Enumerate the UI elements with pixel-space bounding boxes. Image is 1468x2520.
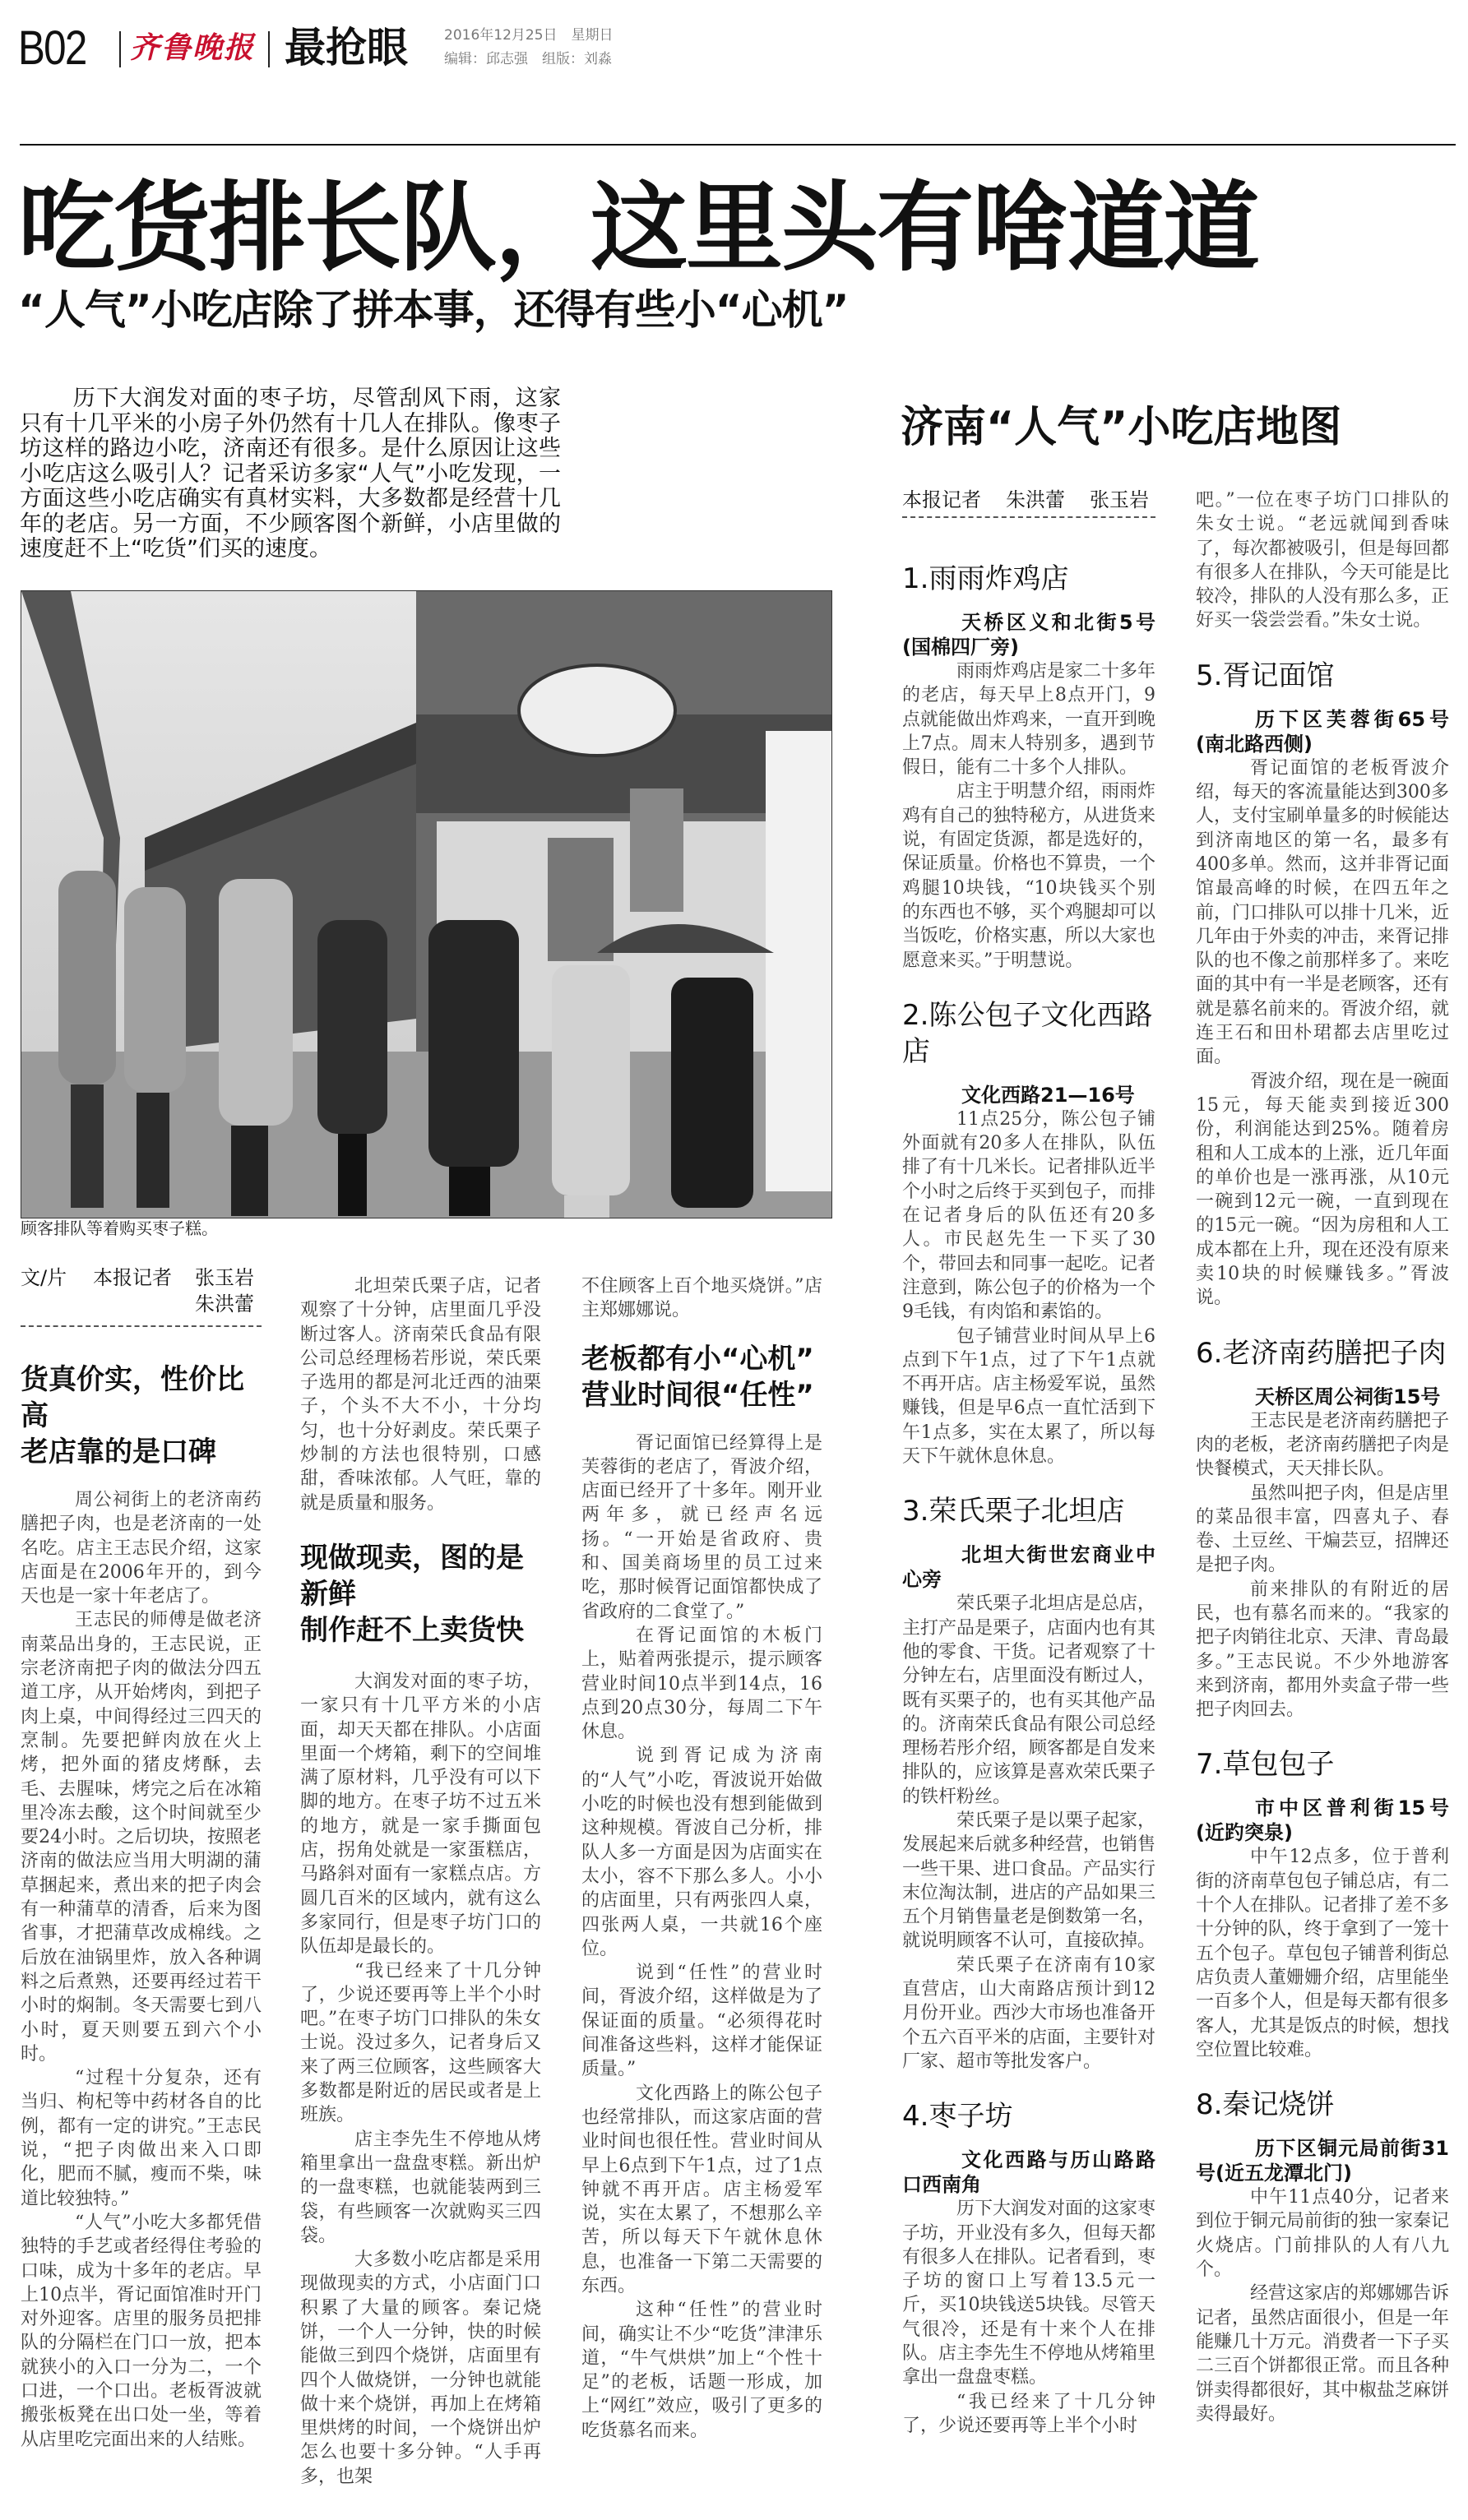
shop-address: 北坦大街世宏商业中心旁 xyxy=(902,1543,1155,1592)
byline-label: 文/片 xyxy=(21,1266,67,1289)
separator xyxy=(268,31,270,67)
header-rule xyxy=(20,144,1456,146)
byline-author: 张玉岩 xyxy=(1090,488,1149,511)
map-column-2 xyxy=(1196,488,1449,2426)
shop-entry xyxy=(1196,1746,1449,2062)
shop-paragraph: 荣氏栗子北坦店是总店，主打产品是栗子，店面内也有其他的零食、干货。记者观察了十分钟左右，店里面没有断过人，既有买栗子的，也有买其他产品的。济南荣氏食品有限公司总经理杨若彤介绍，顾客都是自发来排队的，应该算是喜欢荣氏栗子的铁杆粉丝。 xyxy=(902,1593,1156,1807)
shop-address: 天桥区周公祠街15号 xyxy=(1255,1385,1441,1408)
shop-name: 5.胥记面馆 xyxy=(1196,659,1335,692)
shop-name: 1.雨雨炸鸡店 xyxy=(902,562,1069,595)
article-column-3 xyxy=(581,1274,822,2443)
separator xyxy=(119,31,121,67)
article-paragraph: 胥记面馆已经算得上是芙蓉街的老店了，胥波介绍，店面已经开了十多年。刚开业两年多，就已经声名远扬。“一开始是省政府、贵和、国美商场里的员工过来吃，那时候胥记面馆都快成了省政府的二食堂了。” xyxy=(581,1432,822,1622)
article-paragraph: 文化西路上的陈公包子也经常排队，而这家店面的营业时间也很任性。营业时间从早上6点到下午1点，过了1点钟就不再开店。店主杨爱军说，实在太累了，不想那么辛苦，所以每天下午就休息休息，也准备一下第二天需要的东西。 xyxy=(581,2083,822,2296)
shop-address: 文化西路21—16号 xyxy=(961,1083,1135,1107)
shop-entry xyxy=(1196,1335,1449,1722)
shop-address: 历下区芙蓉街65号(南北路西侧) xyxy=(1196,707,1449,756)
byline-author: 朱洪蕾 xyxy=(1006,488,1065,511)
photo-caption: 顾客排队等着购买枣子糕。 xyxy=(21,1218,218,1238)
map-column-1 xyxy=(902,487,1155,2438)
byline-role: 本报记者 xyxy=(902,488,981,511)
byline-row xyxy=(21,1265,262,1291)
editor: 编辑：邱志强 xyxy=(444,51,528,67)
shop-name: 4.枣子坊 xyxy=(902,2100,1013,2134)
heading-line: 现做现卖，图的是新鲜 xyxy=(300,1541,524,1611)
article-paragraph: “人气”小吃大多都凭借独特的手艺或者经得住考验的口味，成为十多年的老店。早上10点半，胥记面馆准时开门对外迎客。店里的服务员把排队的分隔栏在门口一放，把本就狭小的入口一分为二，一个口进，一个口出。老板胥波就搬张板凳在出口处一坐，等着从店里吃完面出来的人结账。 xyxy=(21,2212,262,2450)
article-paragraph: 北坦荣氏栗子店，记者观察了十分钟，店里面几乎没断过客人。济南荣氏食品有限公司总经理杨若彤说，荣氏栗子选用的都是河北迁西的油栗子，个头不大不小，十分均匀，也十分好剥皮。荣氏栗子炒制的方法也很特别，口感甜，香味浓郁。人气旺，靠的就是质量和服务。 xyxy=(300,1276,541,1514)
article-byline xyxy=(21,1265,262,1327)
article-paragraph: 大多数小吃店都是采用现做现卖的方式，小店面门口积累了大量的顾客。秦记烧饼，一个人一分钟，快的时候能做三到四个烧饼，店面里有四个人做烧饼，一分钟也就能做十来个烧饼，再加上在烤箱里烘烤的时间，一个烧饼出炉怎么也要十多分钟。“人手再多，也架 xyxy=(300,2250,541,2487)
section-heading xyxy=(21,1362,262,1470)
issue-date xyxy=(444,27,614,44)
shop-entry xyxy=(902,2098,1155,2438)
shop-paragraph: 胥记面馆的老板胥波介绍，每天的客流量能达到300多人，支付宝刷单量多的时候能达到济南地区的第一名，最多有400多单。然而，这并非胥记面馆最高峰的时候，在四五年之前，门口排队可以排十几米，近几年由于外卖的冲击，来胥记排队的也不像之前那样多了。来吃面的其中有一半是老顾客，还有就是慕名前来的。胥波介绍，就连王石和田朴珺都去店里吃过面。 xyxy=(1196,757,1450,1068)
section-heading xyxy=(300,1540,541,1648)
article-column-2 xyxy=(300,1274,541,2489)
heading-line: 货真价实，性价比高 xyxy=(21,1363,244,1432)
shop-paragraph: “我已经来了十几分钟了，少说还要再等上半个小时 xyxy=(902,2391,1155,2436)
map-title: 济南“人气”小吃店地图 xyxy=(901,403,1342,452)
section-heading xyxy=(581,1341,822,1413)
shop-address: 历下区铜元局前街31号(近五龙潭北门) xyxy=(1196,2137,1449,2185)
article-column-1 xyxy=(21,1265,262,2452)
article-paragraph: 说到“任性”的营业时间，胥波介绍，这样做是为了保证面的质量。“必须得花时间准备这些料，这样才能保证质量。” xyxy=(581,1963,822,2080)
shop-paragraph: 雨雨炸鸡店是家二十多年的老店，每天早上8点开门，9点就能做出炸鸡来，一直开到晚上7点。周末人特别多，遇到节假日，能有二十多个人排队。 xyxy=(902,661,1156,779)
weekday: 星期日 xyxy=(571,27,614,44)
shop-paragraph: 吧。”一位在枣子坊门口排队的朱女士说。“老远就闻到香味了，每次都被吸引，但是每回都有很多人在排队，今天可能是比较冷，排队的人没有那么多，正好买一袋尝尝看。”朱女士说。 xyxy=(1196,490,1450,631)
shop-paragraph: 中午12点多，位于普利街的济南草包包子铺总店，有二十个人在排队。记者排了差不多十分钟的队，终于拿到了一笼十五个包子。草包包子铺普利街总店负责人董姗姗介绍，店里能坐一百多个人，但是每天都有很多客人，尤其是饭点的时候，想找空位置比较难。 xyxy=(1196,1847,1450,2060)
heading-line: 老板都有小“心机” xyxy=(581,1342,814,1376)
shop-paragraph: 胥波介绍，现在是一碗面15元，每天能卖到接近300份，利润能达到25%。随着房租和人工成本的上涨，近几年面的单价也是一涨再涨，从10元一碗到12元一碗，一直到现在的15元一碗。“因为房租和人工成本都在上升，现在还没有原来卖10块的时候赚钱多。”胥波说。 xyxy=(1196,1070,1450,1309)
shop-address: 市中区普利街15号(近趵突泉) xyxy=(1196,1796,1449,1845)
shop-paragraph: 店主于明慧介绍，雨雨炸鸡有自己的独特秘方，从进货来说，有固定货源，都是选好的，保证质量。价格也不算贵，一个鸡腿10块钱，“10块钱买个别的东西也不够，买个鸡腿却可以当饭吃，价格实惠，所以大家也愿意来买。”于明慧说。 xyxy=(902,781,1156,971)
shop-entry xyxy=(902,561,1155,973)
photo-image xyxy=(21,591,831,1218)
heading-line: 营业时间很“任性” xyxy=(581,1378,814,1412)
shop-paragraph: 包子铺营业时间从早上6点到下午1点，过了下午1点就不再开店。店主杨爱军说，虽然赚钱，但是早6点一直忙活到下午1点多，实在太累了，所以每天下午就休息休息。 xyxy=(902,1325,1156,1468)
layout-editor: 组版：刘淼 xyxy=(542,51,612,67)
article-paragraph: 这种“任性”的营业时间，确实让不少“吃货”津津乐道，“牛气烘烘”加上“个性十足”的老板，话题一形成，加上“网红”效应，吸引了更多的吃货慕名而来。 xyxy=(581,2300,822,2441)
shop-paragraph: 前来排队的有附近的居民，也有慕名而来的。“我家的把子肉销往北京、天津、青岛最多。”王志民说。不少外地游客来到济南，都用外卖盒子带一些把子肉回去。 xyxy=(1196,1579,1450,1721)
section-title: 最抢眼 xyxy=(285,24,408,72)
article-paragraph: “我已经来了十几分钟了，少说还要再等上半个小时吧。”在枣子坊门口排队的朱女士说。没过多久，记者身后又来了两三位顾客，这些顾客大多数都是附近的居民或者是上班族。 xyxy=(300,1960,541,2126)
shop-paragraph: 经营这家店的郑娜娜告诉记者，虽然店面很小，但是一年能赚几十万元。消费者一下子买二三百个饼都很正常。而且各种饼卖得都很好，其中椒盐芝麻饼卖得最好。 xyxy=(1196,2283,1450,2425)
page-number: B02 xyxy=(18,21,86,75)
shop-name: 2.陈公包子文化西路店 xyxy=(902,998,1153,1068)
article-paragraph: 说到胥记成为济南的“人气”小吃，胥波说开始做小吃的时候也没有想到能做到这种规模。胥波自己分析，排队人多一方面是因为店面实在太小，容不下那么多人。小小的店面里，只有两张四人桌，四张两人桌，一共就16个座位。 xyxy=(581,1746,822,1959)
article-paragraph: 大润发对面的枣子坊，一家只有十几平方米的小店面，却天天都在排队。小店面里面一个烤箱，剩下的空间堆满了原材料，几乎没有可以下脚的地方。在枣子坊不过五米的地方，就是一家手撕面包店，拐角处就是一家蛋糕店，马路斜对面有一家糕点店。方圆几百米的区域内，就有这么多家同行，但是枣子坊门口的队伍却是最长的。 xyxy=(300,1671,541,1958)
shop-name: 7.草包包子 xyxy=(1196,1748,1335,1782)
heading-line: 老店靠的是口碑 xyxy=(21,1436,216,1468)
article-paragraph: 在胥记面馆的木板门上，贴着两张提示，提示顾客营业时间10点半到14点，16点到20点30分，每周二下午休息。 xyxy=(581,1625,822,1743)
date: 2016年12月25日 xyxy=(444,27,558,44)
article-paragraph: 王志民的师傅是做老济南菜品出身的，王志民说，正宗老济南把子肉的做法分四五道工序，从开始烤肉，到把子肉上桌，中间得经过三四天的烹制。先要把鲜肉放在火上烤，把外面的猪皮烤酥，去毛、去腥味，烤完之后在冰箱里冷冻去酸，这个时间就至少要24小时。之后切块，按照老济南的做法应当用大明湖的蒲草捆起来，煮出来的把子肉会有一种蒲草的清香，后来为图省事，才把蒲草改成棉线。之后放在油锅里炸，放入各种调料之后煮熟，还要再经过若干小时的焖制。冬天需要七到八小时，夏天则要五到六个小时。 xyxy=(21,1610,262,2065)
shop-address: 文化西路与历山路路口西南角 xyxy=(902,2148,1155,2197)
byline-author: 张玉岩 xyxy=(195,1266,254,1289)
shop-name: 8.秦记烧饼 xyxy=(1196,2088,1335,2122)
article-paragraph: 店主李先生不停地从烤箱里拿出一盘盘枣糕。新出炉的一盘枣糕，也就能装两到三袋，有些顾客一次就购买三四袋。 xyxy=(300,2129,541,2246)
shop-name: 6.老济南药膳把子肉 xyxy=(1196,1336,1447,1370)
newspaper-logo: 齐鲁晚报 xyxy=(130,30,256,65)
shop-paragraph: 中午11点40分，记者来到位于铜元局前街的独一家秦记火烧店。门前排队的人有八九个。 xyxy=(1196,2187,1450,2281)
shop-entry xyxy=(1196,658,1449,1311)
shop-paragraph: 11点25分，陈公包子铺外面就有20多人在排队，队伍排了有十几米长。记者排队近半个小时之后终于买到包子，而排在记者身后的队伍还有20多人。市民赵先生一下买了30个，带回去和同事一起吃。记者注意到，陈公包子的价格为一个9毛钱，有肉馅和素馅的。 xyxy=(902,1108,1156,1323)
shop-address: 天桥区义和北街5号(国棉四厂旁) xyxy=(902,611,1155,659)
subheadline: “人气”小吃店除了拼本事，还得有些小“心机” xyxy=(18,286,849,334)
shop-paragraph: 历下大润发对面的这家枣子坊，开业没有多久，但每天都有很多人在排队。记者看到，枣子坊的窗口上写着13.5元一斤，买10块钱送5块钱。尽管天气很冷，还是有十来个人在排队。店主李先生不停地从烤箱里拿出一盘盘枣糕。 xyxy=(902,2199,1156,2388)
shop-paragraph: 王志民是老济南药膳把子肉的老板，老济南药膳把子肉是快餐模式，天天排长队。 xyxy=(1196,1410,1450,1480)
article-paragraph: “过程十分复杂，还有当归、枸杞等中药材各自的比例，都有一定的讲究。”王志民说，“把子肉做出来入口即化，肥而不腻，瘦而不柴，味道比较独特。” xyxy=(21,2068,262,2209)
intro-paragraph: 历下大润发对面的枣子坊，尽管刮风下雨，这家只有十几平米的小房子外仍然有十几人在排队。像枣子坊这样的路边小吃，济南还有很多。是什么原因让这些小吃店这么吸引人？记者采访多家“人气”小吃发现，一方面这些小吃店确实有真材实料，大多数都是经营十几年的老店。另一方面，不少顾客图个新鲜，小店里做的速度赶不上“吃货”们买的速度。 xyxy=(20,386,561,562)
shop-entry xyxy=(902,997,1155,1468)
byline-author: 朱洪蕾 xyxy=(195,1292,254,1315)
shop-name: 3.荣氏栗子北坦店 xyxy=(902,1495,1125,1528)
credits xyxy=(444,51,612,67)
shop-paragraph: 虽然叫把子肉，但是店里的菜品很丰富，四喜丸子、春卷、土豆丝、干煸芸豆，招牌还是把子肉。 xyxy=(1196,1482,1450,1576)
shop-entry xyxy=(1196,2087,1449,2426)
article-paragraph: 不住顾客上百个地买烧饼。”店主郑娜娜说。 xyxy=(581,1276,822,1321)
shop-entry xyxy=(902,1493,1155,2074)
shop-paragraph: 荣氏栗子在济南有10家直营店，山大南路店预计到12月份开业。西沙大市场也准备开个五六百平米的店面，主要针对厂家、超市等批发客户。 xyxy=(902,1954,1156,2072)
article-paragraph: 周公祠街上的老济南药膳把子肉，也是老济南的一处名吃。店主王志民介绍，这家店面是在2006年开的，到今天也是一家十年老店了。 xyxy=(21,1490,262,1607)
map-byline xyxy=(902,487,1155,518)
heading-line: 制作赶不上卖货快 xyxy=(300,1613,524,1647)
shop-paragraph: 荣氏栗子是以栗子起家，发展起来后就多种经营，也销售一些干果、进口食品。产品实行末位淘汰制，进店的产品如果三五个月销售量老是倒数第一名，就说明顾客不认可，直接砍掉。 xyxy=(902,1810,1156,1952)
headline: 吃货排长队，这里头有啥道道 xyxy=(18,171,1259,284)
queue-photo xyxy=(21,590,832,1218)
byline-role: 本报记者 xyxy=(93,1266,172,1289)
